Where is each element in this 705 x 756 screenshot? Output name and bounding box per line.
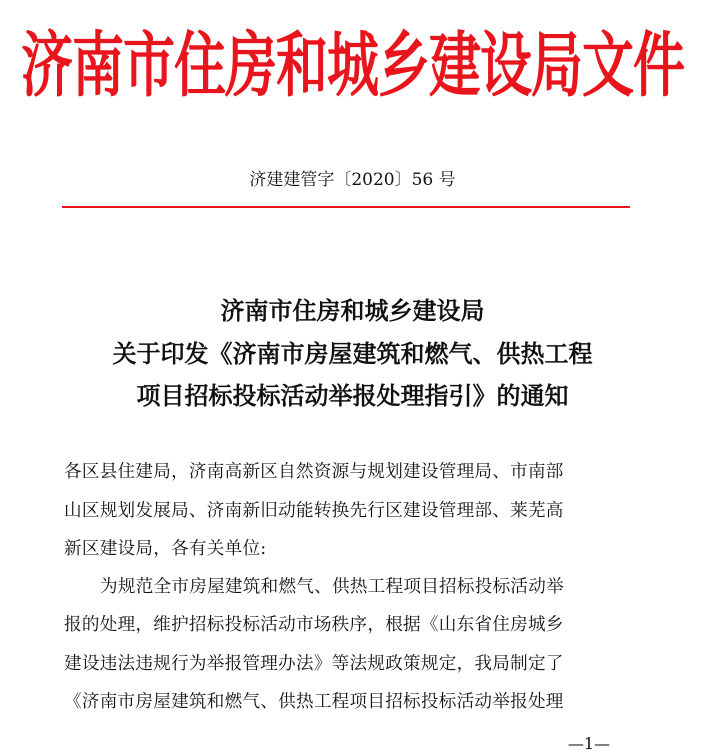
page-number: —1— <box>567 734 611 753</box>
masthead-title: 济南市住房和城乡建设局文件 <box>20 26 684 108</box>
body-text-line: 为规范全市房屋建筑和燃气、供热工程项目招标投标活动举 <box>100 577 564 597</box>
body-text-line: 建设违法违规行为举报管理办法》等法规政策规定，我局制定了 <box>64 654 564 674</box>
body-text-line: 山区规划发展局、济南新旧动能转换先行区建设管理部、莱芜高 <box>64 501 564 521</box>
notice-title-line-3: 项目招标投标活动举报处理指引》的通知 <box>136 381 569 410</box>
body-text-line: 新区建设局，各有关单位: <box>64 539 267 559</box>
document-number: 济建建管字〔2020〕56 号 <box>249 170 456 190</box>
notice-title-line-1: 济南市住房和城乡建设局 <box>220 296 485 325</box>
notice-title-line-2: 关于印发《济南市房屋建筑和燃气、供热工程 <box>112 339 593 368</box>
red-divider-line <box>62 206 630 208</box>
body-text-line: 各区县住建局，济南高新区自然资源与规划建设管理局、市南部 <box>64 462 564 482</box>
body-text-line: 《济南市房屋建筑和燃气、供热工程项目招标投标活动举报处理 <box>64 692 564 712</box>
body-text-line: 报的处理，维护招标投标活动市场秩序，根据《山东省住房城乡 <box>64 615 564 635</box>
